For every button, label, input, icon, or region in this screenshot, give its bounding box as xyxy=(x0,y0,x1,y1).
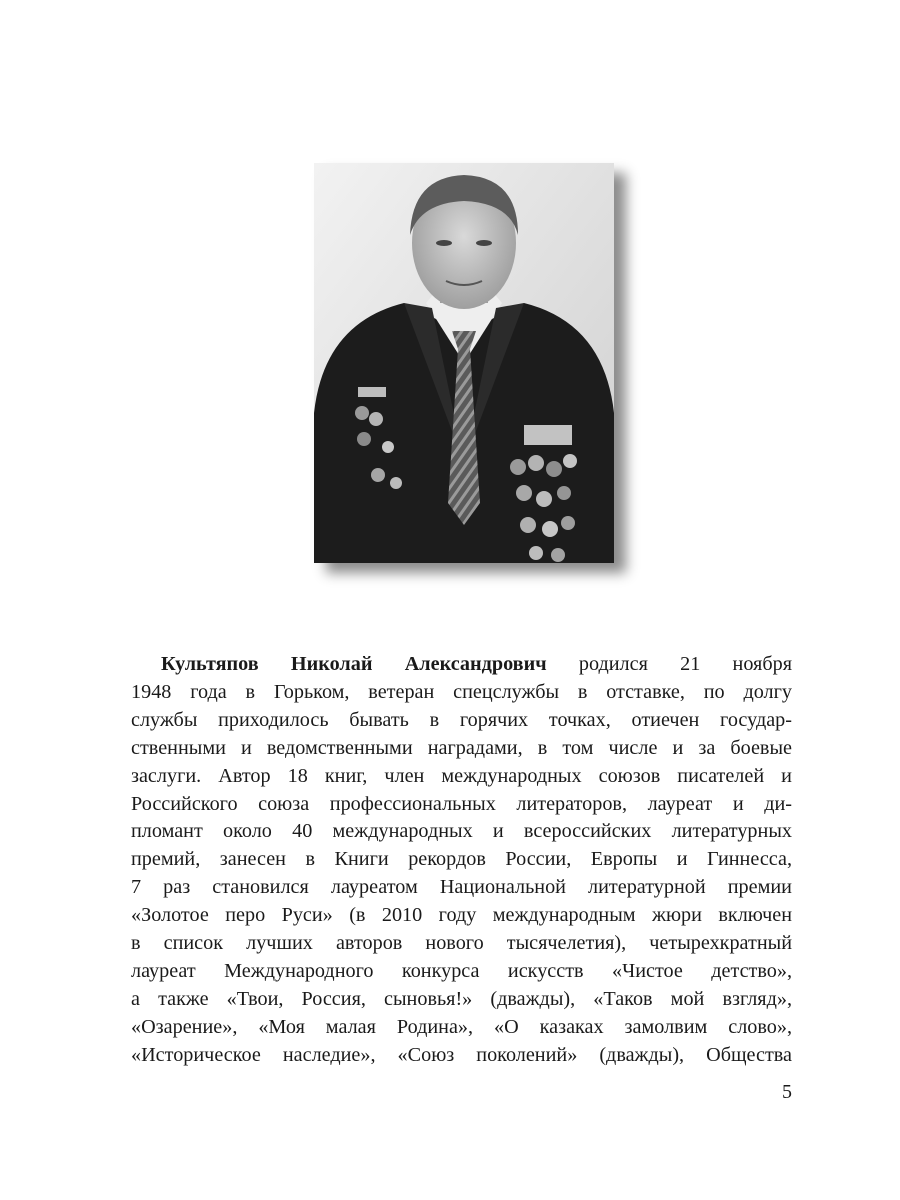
biography-line-5: заслуги. Автор 18 книг, член международных союзов писателей и xyxy=(131,764,792,787)
biography-line-9: 7 раз становился лауреатом Национальной литературной премии xyxy=(131,876,792,899)
biography-line-4: ственными и ведомственными наградами, в том числе и за боевые xyxy=(131,736,792,759)
portrait-image xyxy=(314,163,614,563)
biography-line-2: 1948 года в Горьком, ветеран спецслужбы в отставке, по долгу xyxy=(131,680,792,703)
biography-line-11: в список лучших авторов нового тысячелетия), четырехкратный xyxy=(131,932,792,955)
author-name: Культяпов Николай Александрович xyxy=(161,653,547,675)
biography-line-15: «Историческое наследие», «Союз поколений» (дважды), Общества xyxy=(131,1043,792,1066)
biography-line-6: Российского союза профессиональных литераторов, лауреат и ди- xyxy=(131,792,792,815)
biography-line-1: Культяпов Николай Александрович родился 21 ноября xyxy=(161,653,792,675)
biography-line-3: службы приходилось бывать в горячих точках, отиечен государ- xyxy=(131,708,792,731)
author-portrait-photo xyxy=(314,163,614,563)
biography-line-13: а также «Твои, Россия, сыновья!» (дважды), «Таков мой взгляд», xyxy=(131,987,792,1010)
biography-line-8: премий, занесен в Книги рекордов России, Европы и Гиннесса, xyxy=(131,848,792,871)
biography-line-10: «Золотое перо Руси» (в 2010 году международным жюри включен xyxy=(131,904,792,927)
biography-line-14: «Озарение», «Моя малая Родина», «О казаках замолвим слово», xyxy=(131,1015,792,1038)
page-number: 5 xyxy=(782,1081,792,1103)
biography-paragraph xyxy=(131,651,792,1070)
biography-line-12: лауреат Международного конкурса искусств «Чистое детство», xyxy=(131,959,792,982)
biography-line-7: пломант около 40 международных и всероссийских литературных xyxy=(131,820,792,843)
